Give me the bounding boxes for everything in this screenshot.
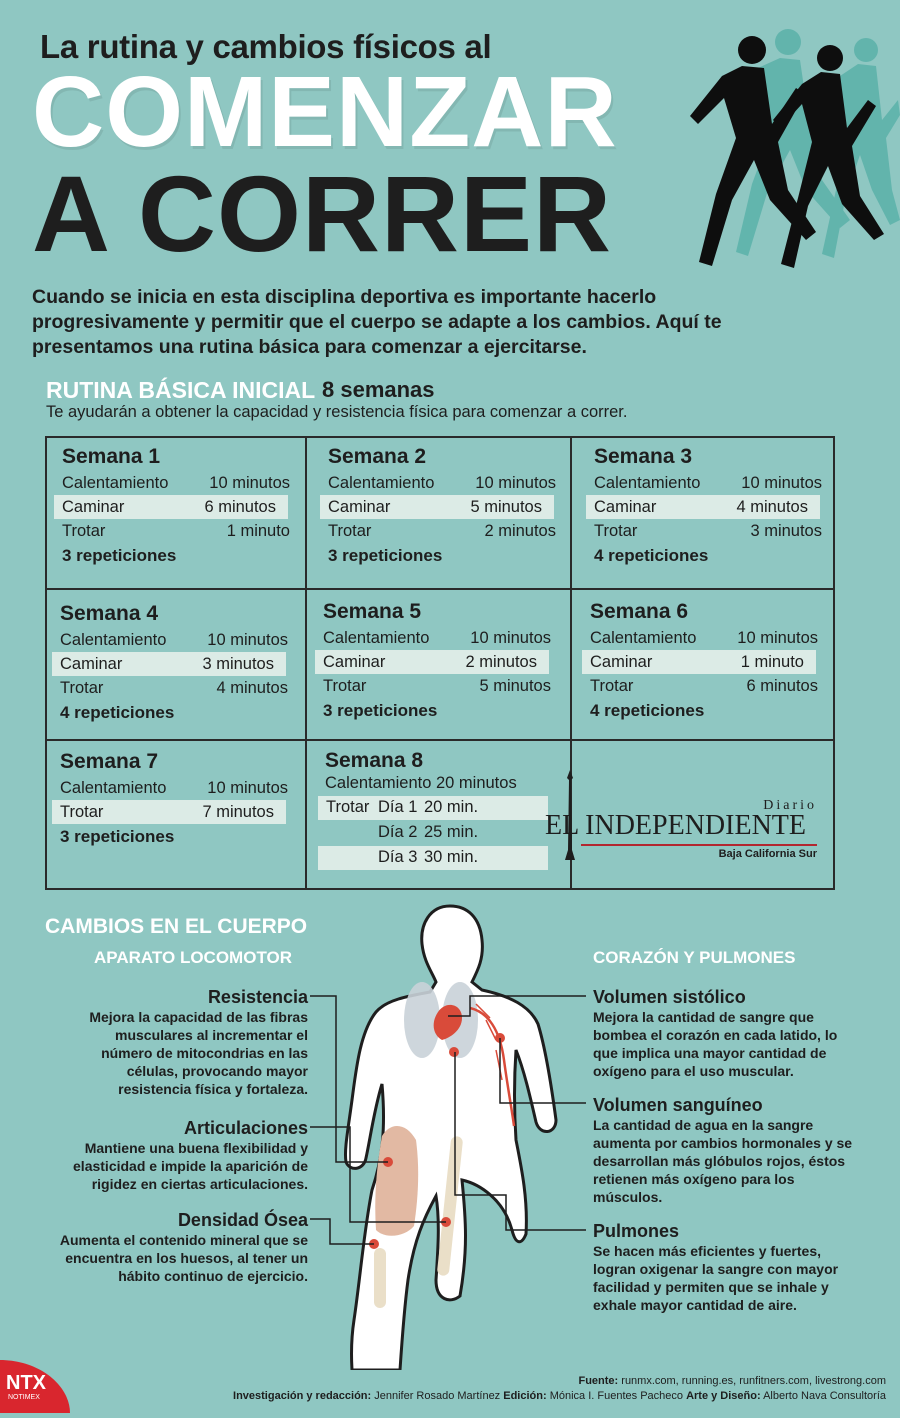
marker-heart: [443, 1011, 453, 1021]
row-value: 10 minutos: [737, 629, 818, 647]
row-label: Trotar: [590, 677, 634, 695]
row-label: Calentamiento: [594, 474, 701, 492]
repetitions: 3 repeticiones: [62, 546, 177, 565]
marker-blood: [495, 1033, 505, 1043]
row-label: Calentamiento: [323, 629, 430, 647]
row-label: Trotar: [328, 522, 372, 540]
day-value: 30 min.: [424, 848, 479, 866]
info-densidad-osea: [52, 1209, 308, 1285]
el-independiente-logo: [545, 770, 825, 865]
row-value: 10 minutos: [209, 474, 290, 492]
week8-day-row: [318, 821, 548, 845]
week-title: Semana 4: [60, 602, 159, 625]
logo-sub: Baja California Sur: [718, 848, 817, 860]
week-title: Semana 8: [325, 749, 424, 772]
left-heading: APARATO LOCOMOTOR: [94, 948, 293, 967]
week-title: Semana 5: [323, 600, 422, 623]
day-label: Día 1: [378, 798, 418, 816]
research-label: Investigación y redacción:: [233, 1390, 372, 1402]
row-label: Calentamiento: [60, 779, 167, 797]
row-value: 4 minutos: [736, 498, 808, 516]
repetitions: 3 repeticiones: [328, 546, 443, 565]
row-value: 3 minutos: [750, 522, 822, 540]
week-card: [594, 443, 834, 569]
row-label: Caminar: [594, 498, 657, 516]
row-label: Calentamiento: [62, 474, 169, 492]
row-label: Caminar: [328, 498, 391, 516]
marker-lungs: [449, 1047, 459, 1057]
row-value: 10 minutos: [470, 629, 551, 647]
marker-muscle: [383, 1157, 393, 1167]
title-line-1: COMENZAR: [32, 56, 618, 168]
design: Alberto Nava Consultoría: [763, 1390, 886, 1402]
day-label: Día 3: [378, 848, 418, 866]
info-title: Resistencia: [207, 987, 308, 1007]
row-label: Caminar: [323, 653, 386, 671]
week8-day-row: [318, 796, 548, 820]
week-card: [60, 600, 300, 726]
repetitions: 4 repeticiones: [590, 701, 705, 720]
logo-main: EL INDEPENDIENTE: [545, 810, 807, 841]
routine-subtitle: Te ayudarán a obtener la capacidad y resistencia física para comenzar a correr.: [46, 403, 628, 421]
row-value: 1 minuto: [740, 653, 804, 671]
body-illustration: [290, 900, 610, 1370]
week-title: Semana 1: [62, 445, 161, 468]
repetitions: 3 repeticiones: [60, 827, 175, 846]
info-text: Mejora la capacidad de las fibras musculares al incrementar el número de mitocondrias en las células, provocando mayor resistencia física y fortaleza.: [89, 1009, 308, 1097]
repetitions: 4 repeticiones: [60, 703, 175, 722]
ntx-sub: NOTIMEX: [8, 1394, 40, 1401]
runners-illustration: [640, 20, 900, 270]
routine-title: RUTINA BÁSICA INICIAL: [46, 377, 316, 403]
info-text: Mejora la cantidad de sangre que bombea el corazón en cada latido, lo que implica una mayor cantidad de oxígeno para el uso muscular.: [593, 1009, 838, 1079]
info-text: Se hacen más eficientes y fuertes, logran oxigenar la sangre con mayor facilidad y permiten que se inhale y exhale mayor cantidad de aire.: [593, 1243, 839, 1313]
week-card: [323, 598, 563, 724]
right-heading: CORAZÓN Y PULMONES: [593, 948, 796, 967]
week8-warmup: Calentamiento 20 minutos: [325, 774, 517, 792]
ntx-logo: [0, 1360, 80, 1413]
row-label: Trotar: [594, 522, 638, 540]
design-label: Arte y Diseño:: [686, 1390, 761, 1402]
source-label: Fuente:: [578, 1375, 619, 1387]
day-prefix: Trotar: [326, 798, 370, 816]
repetitions: 4 repeticiones: [594, 546, 709, 565]
row-label: Trotar: [323, 677, 367, 695]
week-title: Semana 2: [328, 445, 427, 468]
pre-title: La rutina y cambios físicos al: [40, 28, 492, 65]
intro-text: Cuando se inicia en esta disciplina deportiva es importante hacerlo progresivamente y permitir que el cuerpo se adapte a los cambios. Aquí te presentamos una rutina básica para comenzar a ejercitarse.: [32, 286, 722, 358]
week-title: Semana 6: [590, 600, 689, 623]
row-value: 5 minutos: [470, 498, 542, 516]
ntx-main: NTX: [6, 1372, 46, 1394]
info-resistencia: [60, 986, 308, 1098]
week-card: [328, 443, 568, 569]
row-value: 2 minutos: [484, 522, 556, 540]
row-value: 3 minutos: [202, 655, 274, 673]
credits: [233, 1374, 886, 1404]
info-text: Mantiene una buena flexibilidad y elasticidad e impide la aparición de rigidez en ciertas articulaciones.: [73, 1140, 308, 1192]
row-label: Calentamiento: [60, 631, 167, 649]
marker-bone: [369, 1239, 379, 1249]
logo-top: Diario: [763, 798, 817, 813]
row-value: 1 minuto: [226, 522, 290, 540]
info-text: La cantidad de agua en la sangre aumenta por cambios hormonales y se desarrollan más glóbulos rojos, éstos retienen más oxígeno para los músculos.: [593, 1117, 853, 1205]
edit: Mónica I. Fuentes Pacheco: [549, 1390, 683, 1402]
research: Jennifer Rosado Martínez: [374, 1390, 501, 1402]
day-value: 20 min.: [424, 798, 479, 816]
row-label: Caminar: [590, 653, 653, 671]
row-label: Caminar: [62, 498, 125, 516]
day-value: 25 min.: [424, 823, 479, 841]
week-card: [62, 443, 302, 569]
info-title: Volumen sanguíneo: [593, 1095, 763, 1115]
week-card: [590, 598, 830, 724]
week-title: Semana 3: [594, 445, 693, 468]
row-value: 6 minutos: [746, 677, 818, 695]
row-value: 4 minutos: [216, 679, 288, 697]
row-value: 7 minutos: [202, 803, 274, 821]
info-text: Aumenta el contenido mineral que se encuentra en los huesos, al tener un hábito continuo de ejercicio.: [59, 1232, 308, 1284]
shin-bone: [374, 1248, 386, 1308]
row-label: Trotar: [60, 803, 104, 821]
grid-divider: [47, 739, 833, 741]
source: runmx.com, running.es, runfitners.com, livestrong.com: [621, 1375, 886, 1387]
grid-divider: [47, 588, 833, 590]
row-label: Trotar: [60, 679, 104, 697]
logo-underline: [581, 844, 817, 846]
row-value: 2 minutos: [465, 653, 537, 671]
row-value: 6 minutos: [204, 498, 276, 516]
info-volumen-sistolico: [593, 986, 855, 1080]
repetitions: 3 repeticiones: [323, 701, 438, 720]
info-volumen-sanguineo: [593, 1094, 855, 1206]
marker-joint: [441, 1217, 451, 1227]
row-value: 10 minutos: [207, 779, 288, 797]
row-value: 10 minutos: [207, 631, 288, 649]
day-label: Día 2: [378, 823, 418, 841]
info-title: Pulmones: [593, 1221, 680, 1241]
row-value: 5 minutos: [479, 677, 551, 695]
changes-title: CAMBIOS EN EL CUERPO: [45, 915, 308, 938]
row-value: 10 minutos: [475, 474, 556, 492]
row-label: Trotar: [62, 522, 106, 540]
week-card: [60, 748, 300, 850]
info-pulmones: [593, 1220, 855, 1314]
edit-label: Edición:: [503, 1390, 547, 1402]
grid-divider: [305, 438, 307, 888]
info-title: Densidad Ósea: [177, 1210, 308, 1230]
row-label: Caminar: [60, 655, 123, 673]
week-title: Semana 7: [60, 750, 159, 773]
title-line-2: A CORRER: [32, 153, 613, 274]
thigh-muscle: [375, 1126, 418, 1236]
row-value: 10 minutos: [741, 474, 822, 492]
routine-weeks-label: 8 semanas: [322, 377, 435, 402]
row-label: Calentamiento: [590, 629, 697, 647]
info-title: Articulaciones: [183, 1118, 308, 1138]
info-articulaciones: [60, 1117, 308, 1193]
row-label: Calentamiento: [328, 474, 435, 492]
info-title: Volumen sistólico: [593, 987, 746, 1007]
week8-day-row: [318, 846, 548, 870]
